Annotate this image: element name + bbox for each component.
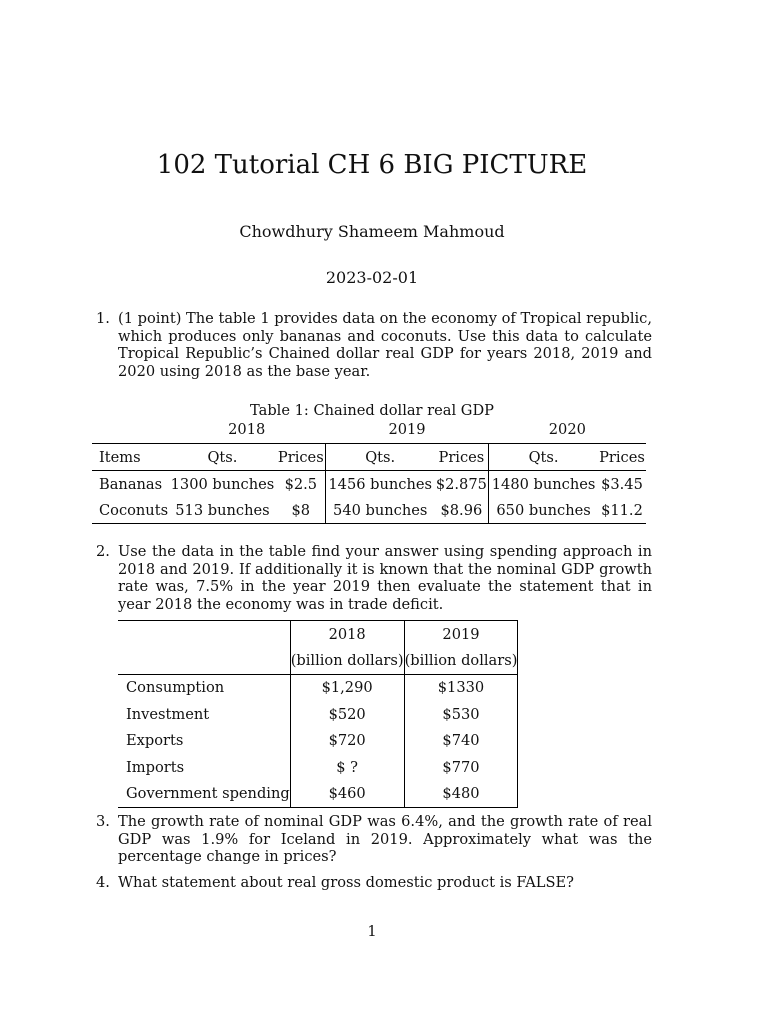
document-title: 102 Tutorial CH 6 BIG PICTURE: [156, 150, 588, 180]
table-2-cell: $520: [290, 701, 404, 727]
table-1-cell: $8: [277, 497, 326, 524]
table-1-cell: $2.5: [284, 475, 318, 493]
question-3: [96, 813, 652, 866]
page-number: 1: [367, 923, 377, 940]
table-2-cell: Imports: [126, 758, 185, 776]
table-2-cell: $460: [290, 780, 404, 807]
table-1-header: Qts.: [168, 444, 277, 471]
table-2-cell: Investment: [126, 705, 210, 723]
table-1-cell: 540 bunches: [325, 497, 434, 524]
table-2-cell: $740: [404, 728, 518, 754]
table-2-year: 2019: [404, 621, 518, 648]
question-4: [96, 874, 652, 892]
table-1-cell: $11.2: [598, 497, 646, 524]
question-3-text: The growth rate of nominal GDP was 6.4%, and the growth rate of real GDP was 1.9% for Iceland in 2019. Approximately what was the percentage change in prices?: [118, 813, 652, 865]
table-2-cell: $530: [404, 701, 518, 727]
table-2-cell: Government spending: [118, 780, 290, 807]
table-1-cell: 513 bunches: [168, 497, 277, 524]
table-1-header: Prices: [598, 444, 646, 471]
table-2-cell: Consumption: [126, 679, 225, 697]
table-row: [118, 728, 518, 754]
question-1-number: 1.: [96, 310, 110, 327]
table-1-cell: $8.96: [435, 497, 489, 524]
question-2: [96, 543, 652, 613]
table-1-header: Qts.: [325, 444, 434, 471]
table-2-unit: (billion dollars): [290, 647, 404, 674]
table-2-year: 2018: [290, 621, 404, 648]
author-name: Chowdhury Shameem Mahmoud: [239, 222, 505, 241]
question-4-number: 4.: [96, 874, 110, 891]
question-2-text: Use the data in the table find your answer using spending approach in 2018 and 2019. If additionally it is known that the nominal GDP growth rate was, 7.5% in the year 2019 then evaluate the statement that in year 2018 the economy was in trade deficit.: [118, 543, 652, 613]
document-date: 2023-02-01: [325, 268, 419, 287]
question-1: [96, 310, 652, 380]
table-row: [118, 780, 518, 807]
table-2-unit: (billion dollars): [404, 647, 518, 674]
table-1-cell: 1456 bunches: [325, 471, 434, 498]
table-row: [92, 471, 646, 498]
table-row: [118, 754, 518, 780]
table-2: [118, 620, 518, 808]
table-2-cell: $770: [404, 754, 518, 780]
table-1-header: Prices: [435, 444, 489, 471]
table-1-year: 2020: [548, 421, 586, 438]
table-1-cell: 1480 bunches: [489, 471, 598, 498]
question-3-number: 3.: [96, 813, 110, 830]
question-1-text: (1 point) The table 1 provides data on the economy of Tropical republic, which produces only bananas and coconuts. Use this data to calculate Tropical Republic’s Chained dollar real GDP for years 2018, 2019 and 2020 using 2018 as the base year.: [118, 310, 652, 380]
table-1-cell: $2.875: [435, 475, 487, 493]
table-1: [92, 421, 646, 524]
table-1-header: Items: [92, 444, 168, 471]
table-1-cell: 650 bunches: [489, 497, 598, 524]
table-2-cell: $480: [404, 780, 518, 807]
table-row: [118, 701, 518, 727]
table-2-cell: Exports: [126, 732, 184, 750]
question-2-number: 2.: [96, 543, 110, 560]
question-4-text: What statement about real gross domestic product is FALSE?: [118, 874, 574, 891]
table-1-cell: Coconuts: [92, 497, 168, 524]
table-1-header: Qts.: [489, 444, 598, 471]
table-1-year: 2019: [388, 421, 426, 438]
table-1-header: Prices: [277, 444, 326, 471]
table-row: [118, 674, 518, 701]
table-1-cell: Bananas: [99, 475, 163, 493]
table-2-cell: $1,290: [290, 674, 404, 701]
table-2-cell: $ ?: [290, 754, 404, 780]
table-1-cell: $3.45: [601, 475, 643, 493]
table-1-caption: Table 1: Chained dollar real GDP: [250, 402, 494, 419]
table-1-cell: 1300 bunches: [170, 475, 275, 493]
table-row: [92, 497, 646, 524]
table-2-cell: $1330: [404, 674, 518, 701]
table-2-cell: $720: [290, 728, 404, 754]
table-1-year: 2018: [228, 421, 266, 438]
